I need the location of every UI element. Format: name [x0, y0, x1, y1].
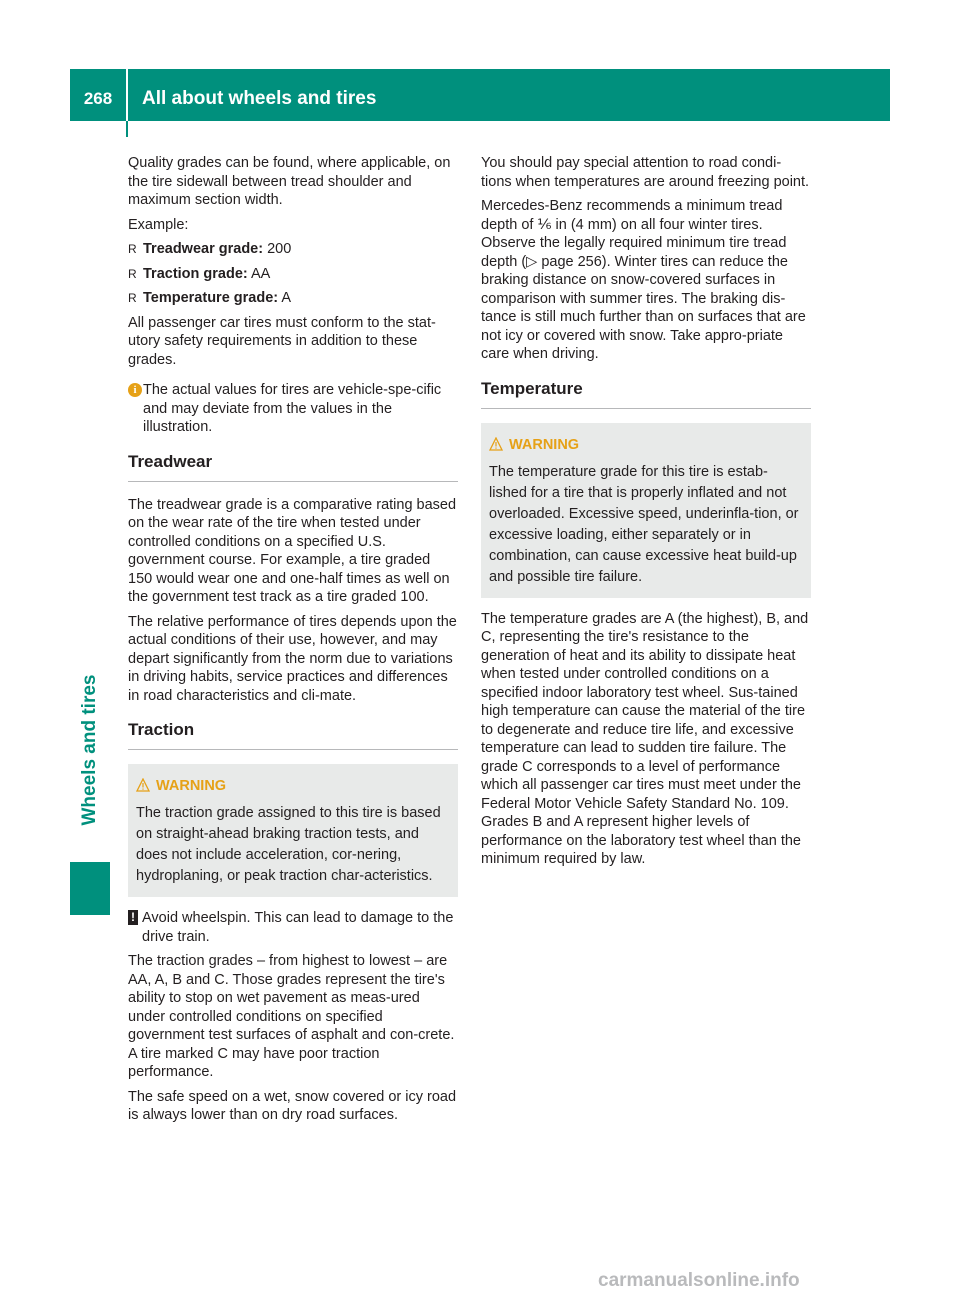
bullet-icon: R	[128, 242, 137, 256]
warning-text: The traction grade assigned to this tire is based on straight-ahead braking traction tests, and does not include acceleration, cor-nering, hydroplaning, or peak traction char-acteristics.	[136, 805, 441, 884]
intro-paragraph: Quality grades can be found, where applicable, on the tire sidewall between tread shoulder and maximum section width.	[128, 155, 451, 208]
warning-text: The temperature grade for this tire is estab-lished for a tire that is properly inflated and not overloaded. Excessive speed, underinfla-tion, or excessive loading, either separately or in combination, can cause excessive heat build-up and possible tire failure.	[489, 463, 799, 585]
bullet-value: 200	[263, 241, 292, 257]
bullet-label: Temperature grade:	[143, 290, 279, 306]
traction-paragraph: The safe speed on a wet, snow covered or icy road is always lower than on dry road surfaces.	[128, 1088, 457, 1123]
watermark: carmanualsonline.info	[598, 1270, 800, 1291]
road-conditions-paragraph: You should pay special attention to road condi-tions when temperatures are around freezing point.	[481, 155, 810, 190]
side-tab-label: Wheels and tires	[79, 674, 100, 826]
section-divider	[128, 481, 458, 482]
warning-triangle-icon	[136, 778, 150, 792]
page-number: 268	[83, 89, 113, 108]
bullet-icon: R	[128, 266, 137, 281]
warning-triangle-icon	[489, 437, 503, 451]
list-item	[128, 265, 458, 284]
page-header	[70, 69, 890, 121]
list-item	[128, 289, 458, 308]
caution-note-text: Avoid wheelspin. This can lead to damage to the drive train.	[142, 910, 454, 945]
exclamation-icon: !	[128, 910, 138, 925]
bullet-label: Treadwear grade:	[143, 241, 264, 257]
warning-title	[136, 776, 448, 797]
header-divider	[126, 69, 128, 121]
traction-heading: Traction	[128, 720, 195, 739]
page-title: All about wheels and tires	[142, 88, 377, 109]
temperature-heading: Temperature	[481, 378, 583, 398]
side-tab-block	[70, 862, 110, 915]
warning-title-text: WARNING	[156, 778, 227, 794]
section-divider	[481, 408, 811, 409]
bullet-value: A	[278, 290, 292, 306]
temperature-paragraph: The temperature grades are A (the highest), B, and C, representing the tire's resistance to the generation of heat and its ability to dissipate heat when tested under controlled conditions on a specified indoor laboratory test wheel. Sus-tained high temperature can cause the material of the tire to degenerate and reduce tire life, and excessive temperature can lead to sudden tire failure. The grade C corresponds to a level of performance which all passenger car tires must meet under the Federal Motor Vehicle Safety Standard No. 109. Grades B and A represent higher levels of performance on the laboratory test wheel than the minimum required by law.	[481, 610, 809, 867]
right-column	[481, 154, 811, 875]
example-label: Example:	[128, 216, 189, 233]
caution-note	[128, 909, 458, 946]
warning-title	[489, 435, 801, 456]
bullet-label: Traction grade:	[143, 265, 248, 282]
header-divider-tail	[126, 121, 128, 137]
side-tab	[70, 640, 110, 860]
treadwear-paragraph: The relative performance of tires depends upon the actual conditions of their use, however, and may depart significantly from the norm due to variations in driving habits, service practices and differences in road characteristics and cli-mate.	[128, 613, 457, 704]
info-note	[128, 381, 458, 437]
warning-title-text: WARNING	[509, 436, 580, 453]
left-column	[128, 154, 458, 1131]
bullet-icon: R	[128, 291, 137, 305]
section-divider	[128, 749, 458, 750]
list-item	[128, 240, 458, 259]
bullet-value: AA	[247, 265, 271, 282]
tread-depth-paragraph: Mercedes-Benz recommends a minimum tread depth of ⅙ in (4 mm) on all four winter tires. Observe the legally required minimum tire tread depth (▷ page 256). Winter tires can reduce the braking distance on snow-covered surfaces in comparison with summer tires. The braking dis-tance is still much further than on surfaces that are not icy or covered with snow. Take appro-priate care when driving.	[481, 198, 806, 362]
info-note-text: The actual values for tires are vehicle-spe-cific and may deviate from the values in the illustration.	[143, 382, 442, 435]
traction-paragraph: The traction grades – from highest to lowest – are AA, A, B and C. Those grades represent the tire's ability to stop on wet pavement as meas-ured under controlled conditions on specified government test surfaces of asphalt and con-crete. A tire marked C may have poor traction performance.	[128, 953, 455, 1080]
warning-box	[128, 764, 458, 897]
conform-paragraph: All passenger car tires must conform to the stat-utory safety requirements in addition to these grades.	[128, 314, 436, 368]
treadwear-paragraph: The treadwear grade is a comparative rating based on the wear rate of the tire when tested under controlled conditions on a specified U.S. government course. For example, a tire graded 150 would wear one and one-half times as well on the government test track as a tire graded 100.	[128, 496, 457, 605]
warning-box	[481, 423, 811, 598]
treadwear-heading: Treadwear	[128, 451, 213, 471]
info-icon: i	[128, 383, 142, 397]
